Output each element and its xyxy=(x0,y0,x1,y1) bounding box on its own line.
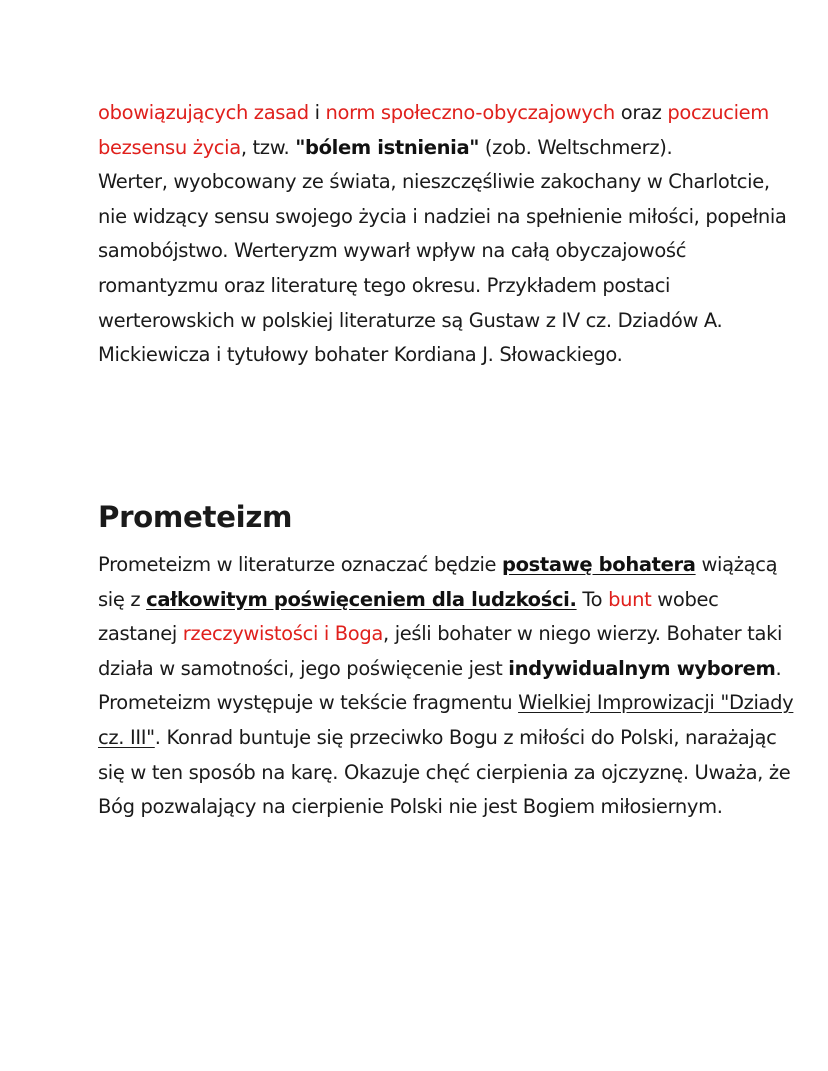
paragraph-prometeizm-example xyxy=(98,686,798,824)
text-run: (zob. Weltschmerz). xyxy=(479,135,673,159)
text-run: oraz xyxy=(614,101,668,124)
highlight-text: rzeczywistości i Boga xyxy=(182,622,384,646)
document-body xyxy=(98,96,798,819)
text-run: , jeśli bohater w niego wierzy. Bohater taki działa w samotności, jego poświęcenie jest xyxy=(98,622,783,680)
text-run: i xyxy=(308,101,326,124)
highlight-text: norm społeczno-obyczajowych xyxy=(325,101,615,124)
paragraph-weltschmerz xyxy=(98,96,798,165)
bold-underlined-term: całkowitym poświęceniem dla ludzkości. xyxy=(146,587,577,611)
underlined-title-link: Wielkiej Improwizacji "Dziady cz. III" xyxy=(98,691,794,749)
bold-term: "bólem istnienia" xyxy=(295,135,480,159)
text-run: . xyxy=(775,656,782,680)
section-prometeizm xyxy=(98,548,798,825)
highlight-text: obowiązujących zasad xyxy=(98,101,309,124)
text-run: , tzw. xyxy=(240,135,296,159)
section-heading: Prometeizm xyxy=(98,500,293,534)
text-run: . Konrad buntuje się przeciwko Bogu z miłości do Polski, narażając się w ten sposób na karę. Okazuje chęć cierpienia za ojczyznę. Uważa, że Bóg pozwalający na cierpienie Polski nie jest Bogiem miłosiernym. xyxy=(98,725,791,819)
text-run: Prometeizm w literaturze oznaczać będzie xyxy=(98,553,503,576)
bold-underlined-term: postawę bohatera xyxy=(502,553,696,576)
text-run: Prometeizm występuje w tekście fragmentu xyxy=(98,691,519,715)
text-run: wobec zastanej xyxy=(98,587,719,646)
paragraph-prometeizm-definition xyxy=(98,548,798,686)
bold-term: indywidualnym wyborem xyxy=(508,656,776,680)
highlight-text: poczuciem bezsensu życia xyxy=(98,101,769,159)
text-run: wiążącą się z xyxy=(98,553,778,611)
text-run: To xyxy=(576,587,609,611)
highlight-text: bunt xyxy=(608,587,652,611)
paragraph-werter: Werter, wyobcowany ze świata, nieszczęśliwie zakochany w Charlotcie, nie widzący sensu swojego życia i nadziei na spełnienie miłości, popełnia samobójstwo. Werteryzm wywarł wpływ na całą obyczajowość romantyzmu oraz literaturę tego okresu. Przykładem postaci werterowskich w polskiej literaturze są Gustaw z IV cz. Dziadów A. Mickiewicza i tytułowy bohater Kordiana J. Słowackiego. xyxy=(98,170,787,367)
